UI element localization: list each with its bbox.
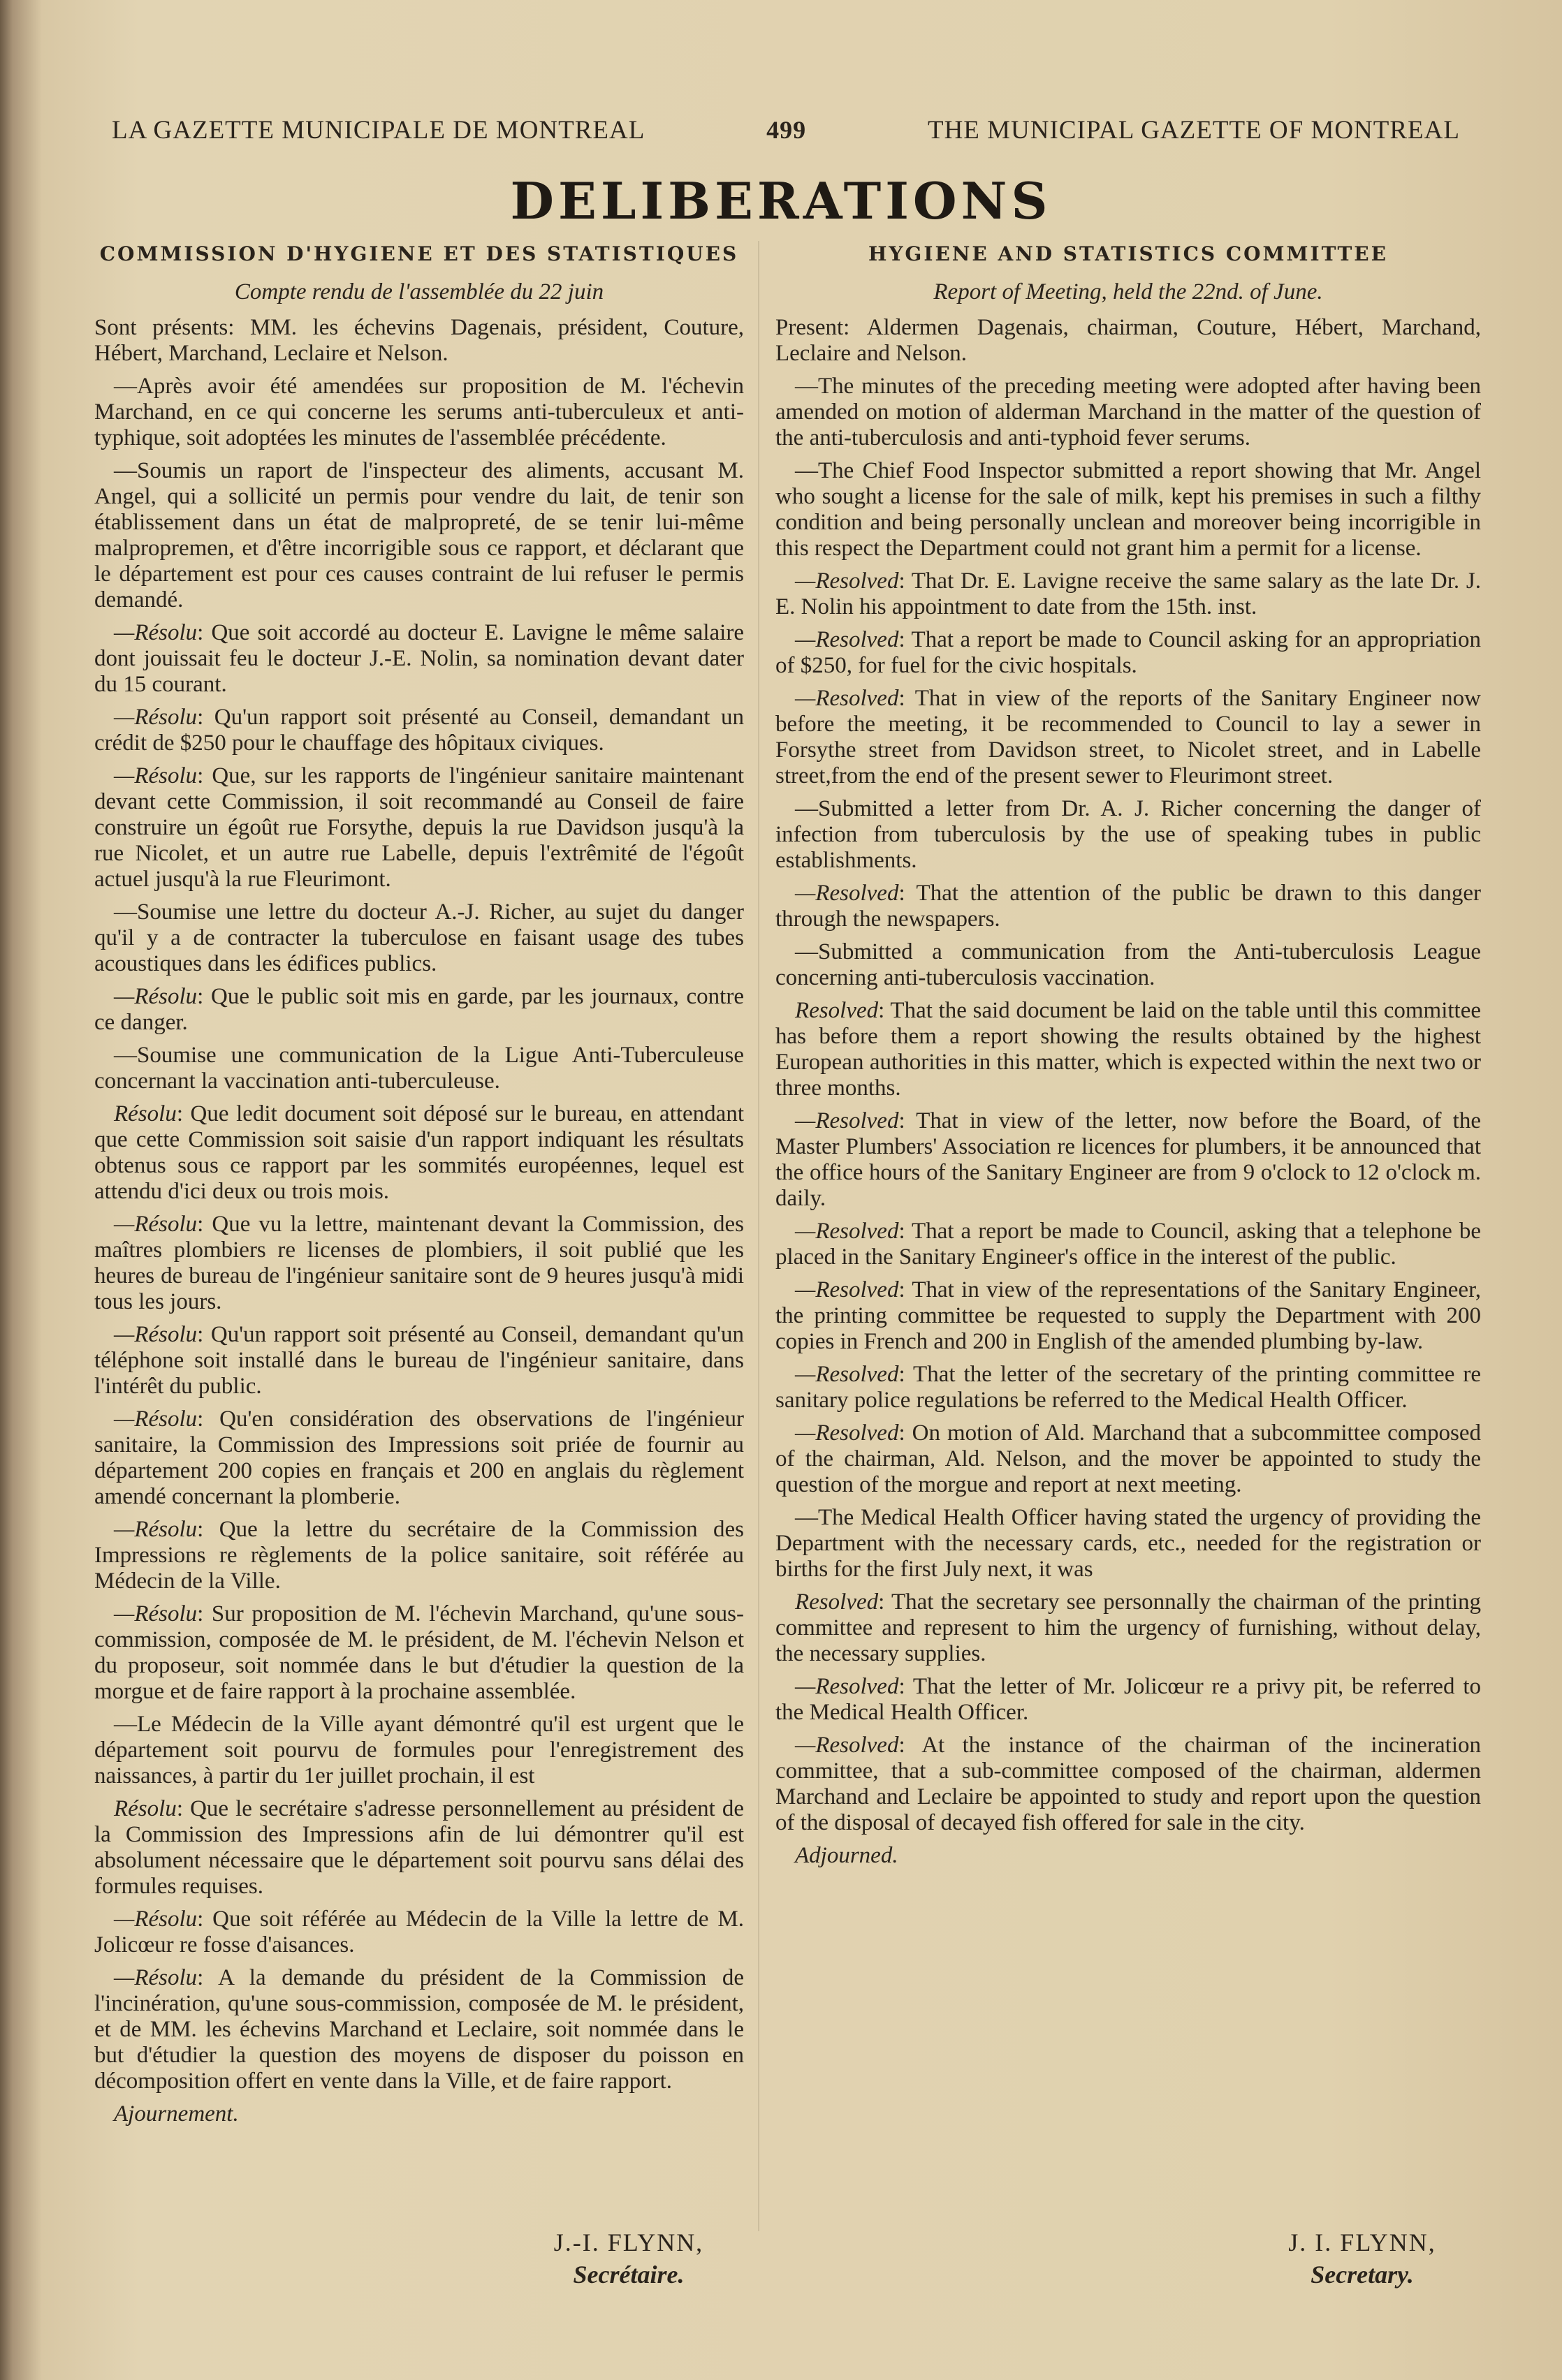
- resolution-lead: —Resolved: [795, 1108, 899, 1133]
- paragraph-text: : On motion of Ald. Marchand that a subcommittee composed of the chairman, Ald. Nelson, and the mover be appointed to study the question of the morgue and report at next meeting.: [775, 1420, 1481, 1497]
- paragraph-text: : Que vu la lettre, maintenant devant la Commission, des maîtres plombiers re licenses de plombiers, il soit publié que les heures de bureau de l'ingénieur sanitaire sont de 9 heures jusqu'à midi tous les jours.: [94, 1212, 744, 1314]
- minute-paragraph: [94, 374, 744, 451]
- minute-paragraph: [94, 763, 744, 892]
- paragraph-text: : That in view of the reports of the Sanitary Engineer now before the meeting, it be recommended to Council to lay a sewer in Forsythe street from Davidson street, to Nicolet street, and in Labelle street,from the end of the present sewer to Fleurimont street.: [775, 686, 1481, 788]
- minute-paragraph: [94, 705, 744, 756]
- english-signature-role: Secretary.: [1311, 2261, 1414, 2289]
- resolution-lead: —Résolu: [114, 705, 198, 730]
- resolution-lead: —Resolved: [795, 568, 899, 594]
- paragraph-text: : Que soit accordé au docteur E. Lavigne le même salaire dont jouissait feu le docteur J.-E. Nolin, sa nomination devant dater du 15 courant.: [94, 620, 744, 697]
- paragraph-text: : Qu'un rapport soit présenté au Conseil, demandant qu'un téléphone soit installé dans le bureau de l'ingénieur sanitaire, dans l'intérêt du public.: [94, 1322, 744, 1399]
- paragraph-text: : That the attention of the public be drawn to this danger through the newspapers.: [775, 881, 1481, 932]
- paragraph-text: —The Medical Health Officer having stated the urgency of providing the Department with the necessary cards, etc., needed for the registration or births for the first July next, it was: [775, 1505, 1481, 1582]
- minute-paragraph: [94, 1043, 744, 1094]
- resolution-lead: —Résolu: [114, 1601, 198, 1626]
- resolution-lead: —Resolved: [795, 881, 899, 906]
- resolution-lead: —Resolved: [795, 1219, 899, 1244]
- resolution-lead: —Resolved: [795, 1362, 899, 1387]
- running-head-french: LA GAZETTE MUNICIPALE DE MONTREAL: [112, 116, 645, 145]
- french-adjourned: Ajournement.: [114, 2101, 239, 2126]
- minute-paragraph: [775, 1108, 1481, 1212]
- minute-paragraph: [94, 1101, 744, 1205]
- resolution-lead: —Résolu: [114, 1517, 198, 1542]
- resolution-lead: —Résolu: [114, 1212, 198, 1237]
- paragraph-text: : That the letter of the secretary of the printing committee re sanitary police regulations be referred to the Medical Health Officer.: [775, 1362, 1481, 1413]
- minute-paragraph: [94, 1712, 744, 1789]
- paragraph-text: : Qu'en considération des observations de l'ingénieur sanitaire, la Commission des Impressions soit priée de fournir au département 200 copies en français et 200 en anglais du règlement amendé concernant la plomberie.: [94, 1406, 744, 1509]
- paragraph-text: : That the said document be laid on the table until this committee has before them a report showing the results obtained by the highest European authorities in this matter, which is expected within the next two or three months.: [775, 998, 1481, 1101]
- paragraph-text: : Que soit référée au Médecin de la Ville la lettre de M. Jolicœur re fosse d'aisances.: [94, 1907, 744, 1957]
- minute-paragraph: [94, 1406, 744, 1510]
- minute-paragraph: [775, 881, 1481, 932]
- resolution-lead: —Résolu: [114, 763, 198, 788]
- english-signature-name: J. I. FLYNN,: [1288, 2228, 1436, 2256]
- minute-paragraph: [94, 620, 744, 698]
- french-report-heading: Compte rendu de l'assemblée du 22 juin: [234, 279, 604, 304]
- paragraph-text: : That in view of the letter, now before the Board, of the Master Plumbers' Association re licences for plumbers, it be announced that the office hours of the Sanitary Engineer are from 9 o'clock to 12 o'clock m. daily.: [775, 1108, 1481, 1211]
- paragraph-text: —The minutes of the preceding meeting were adopted after having been amended on motion of alderman Marchand in the matter of the question of the anti-tuberculosis and anti-typhoid fever serums.: [775, 374, 1481, 450]
- minute-paragraph: [775, 1219, 1481, 1270]
- minute-paragraph: [775, 1277, 1481, 1355]
- minute-paragraph: [775, 1674, 1481, 1726]
- resolution-lead: —Résolu: [114, 1406, 198, 1432]
- paragraph-text: —The Chief Food Inspector submitted a report showing that Mr. Angel who sought a license for the sale of milk, kept his premises in such a filthy condition and being personally unclean and moreover being incorrigible in this respect the Department could not grant him a permit for a license.: [775, 458, 1481, 561]
- english-report-heading: Report of Meeting, held the 22nd. of June.: [933, 279, 1323, 304]
- english-paragraphs: [775, 374, 1481, 1836]
- paragraph-text: : Que le public soit mis en garde, par les journaux, contre ce danger.: [94, 984, 744, 1035]
- paragraph-text: —Submitted a letter from Dr. A. J. Richer concerning the danger of infection from tuberculosis by the use of speaking tubes in public establishments.: [775, 796, 1481, 873]
- paragraph-text: —Submitted a communication from the Anti-tuberculosis League concerning anti-tuberculosis vaccination.: [775, 939, 1481, 990]
- english-present: Present: Aldermen Dagenais, chairman, Couture, Hébert, Marchand, Leclaire and Nelson.: [775, 315, 1481, 366]
- paragraph-text: : Que, sur les rapports de l'ingénieur sanitaire maintenant devant cette Commission, il soit recommandé au Conseil de faire construire un égoût rue Forsythe, depuis la rue Davidson jusqu'à la rue Nicolet, et un autre rue Labelle, depuis l'extrêmité de l'égoût actuel jusqu'à la rue Fleurimont.: [94, 763, 744, 892]
- resolution-lead: Resolved: [795, 998, 879, 1023]
- resolution-lead: —Resolved: [795, 1420, 899, 1446]
- resolution-lead: —Résolu: [114, 1965, 198, 1990]
- resolution-lead: Resolved: [795, 1589, 879, 1615]
- minute-paragraph: [775, 374, 1481, 451]
- resolution-lead: —Résolu: [114, 1322, 198, 1347]
- minute-paragraph: [775, 998, 1481, 1101]
- paragraph-text: —Soumise une lettre du docteur A.-J. Richer, au sujet du danger qu'il y a de contracter la tuberculose en faisant usage des tubes acoustiques dans les édifices publics.: [94, 899, 744, 976]
- paragraph-text: : Que la lettre du secrétaire de la Commission des Impressions re règlements de la police sanitaire, soit référée au Médecin de la Ville.: [94, 1517, 744, 1594]
- resolution-lead: —Résolu: [114, 620, 198, 645]
- paragraph-text: —Soumis un raport de l'inspecteur des aliments, accusant M. Angel, qui a sollicité un permis pour vendre du lait, de tenir son établissement dans un état de malpropreté, de se tenir lui-même malpropremen, et d'être incorrigible sous ce rapport, et déclarant que le département est pour ces causes contraint de lui refuser le permis demandé.: [94, 458, 744, 612]
- minute-paragraph: [775, 1420, 1481, 1498]
- minute-paragraph: [94, 984, 744, 1036]
- paragraph-text: : That a report be made to Council asking for an appropriation of $250, for fuel for the civic hospitals.: [775, 627, 1481, 678]
- minute-paragraph: [775, 1505, 1481, 1582]
- minute-paragraph: [775, 1733, 1481, 1836]
- paragraph-text: : That a report be made to Council, asking that a telephone be placed in the Sanitary Engineer's office in the interest of the public.: [775, 1219, 1481, 1270]
- minute-paragraph: [775, 1589, 1481, 1667]
- minute-paragraph: [94, 1907, 744, 1958]
- french-section-title: COMMISSION D'HYGIENE ET DES STATISTIQUES: [99, 242, 739, 265]
- resolution-lead: —Resolved: [795, 1733, 899, 1758]
- paragraph-text: : Que le secrétaire s'adresse personnellement au président de la Commission des Impressions afin de lui démontrer qu'il est absolument nécessaire que le département soit pourvu sans délai des formules requises.: [94, 1796, 744, 1899]
- paragraph-text: : That Dr. E. Lavigne receive the same salary as the late Dr. J. E. Nolin his appointment to date from the 15th. inst.: [775, 568, 1481, 619]
- page-number: 499: [766, 116, 807, 144]
- minute-paragraph: [94, 1601, 744, 1705]
- resolution-lead: Résolu: [114, 1101, 177, 1126]
- french-signature-name: J.-I. FLYNN,: [553, 2228, 704, 2256]
- paragraph-text: : That the secretary see personnally the chairman of the printing committee and represent to him the urgency of furnishing, without delay, the necessary supplies.: [775, 1589, 1481, 1666]
- paragraph-text: : That in view of the representations of the Sanitary Engineer, the printing committee be requested to supply the Department with 200 copies in French and 200 in English of the amended plumbing by-law.: [775, 1277, 1481, 1354]
- minute-paragraph: [775, 627, 1481, 679]
- resolution-lead: —Resolved: [795, 1674, 899, 1699]
- paragraph-text: —Après avoir été amendées sur proposition de M. l'échevin Marchand, en ce qui concerne les serums anti-tuberculeux et anti-typhique, soit adoptées les minutes de l'assemblée précédente.: [94, 374, 744, 450]
- page-title: DELIBERATIONS: [510, 171, 1052, 230]
- paragraph-text: : A la demande du président de la Commission de l'incinération, qu'une sous-commission, composée de M. le président, et de MM. les échevins Marchand et Leclaire, soit nommée dans le but d'étudier la question des moyens de disposer du poisson en décomposition offert en vente dans la Ville, et de faire rapport.: [94, 1965, 744, 2094]
- running-head-english: THE MUNICIPAL GAZETTE OF MONTREAL: [927, 116, 1460, 145]
- resolution-lead: —Resolved: [795, 686, 899, 711]
- paragraph-text: : Que ledit document soit déposé sur le bureau, en attendant que cette Commission soit saisie d'un rapport indiquant les résultats obtenus sous ce rapport par les sommités européennes, lequel est attendu d'ici deux ou trois mois.: [94, 1101, 744, 1204]
- paragraph-text: —Le Médecin de la Ville ayant démontré qu'il est urgent que le département soit pourvu de formules pour l'enregistrement des naissances, à partir du 1er juillet prochain, il est: [94, 1712, 744, 1788]
- english-adjourned: Adjourned.: [795, 1843, 898, 1868]
- column-divider: [758, 241, 759, 2231]
- minute-paragraph: [775, 686, 1481, 789]
- french-signature-role: Secrétaire.: [573, 2261, 685, 2289]
- minute-paragraph: [775, 1362, 1481, 1413]
- english-column: [775, 241, 1481, 1876]
- minute-paragraph: [775, 796, 1481, 874]
- paragraph-text: : That the letter of Mr. Jolicœur re a privy pit, be referred to the Medical Health Officer.: [775, 1674, 1481, 1725]
- minute-paragraph: [94, 899, 744, 977]
- french-column: [94, 241, 744, 2134]
- paragraph-text: : Sur proposition de M. l'échevin Marchand, qu'une sous-commission, composée de M. le président, de M. l'échevin Nelson et du proposeur, soit nommée dans le but d'étudier la question de la morgue et de faire rapport à la prochaine assemblée.: [94, 1601, 744, 1704]
- french-present: Sont présents: MM. les échevins Dagenais, président, Couture, Hébert, Marchand, Leclaire et Nelson.: [94, 315, 744, 366]
- paragraph-text: : At the instance of the chairman of the incineration committee, that a sub-committee composed of the chairman, aldermen Marchand and Leclaire be appointed to study and report upon the question of the disposal of decayed fish offered for sale in the city.: [775, 1733, 1481, 1835]
- running-head: [112, 115, 1460, 145]
- minute-paragraph: [94, 1212, 744, 1315]
- resolution-lead: —Resolved: [795, 1277, 899, 1302]
- resolution-lead: Résolu: [114, 1796, 177, 1821]
- minute-paragraph: [775, 568, 1481, 620]
- minute-paragraph: [775, 458, 1481, 561]
- minute-paragraph: [94, 1965, 744, 2094]
- minute-paragraph: [94, 458, 744, 613]
- french-paragraphs: [94, 374, 744, 2094]
- resolution-lead: —Resolved: [795, 627, 899, 652]
- english-signature: [1229, 2228, 1495, 2289]
- english-section-title: HYGIENE AND STATISTICS COMMITTEE: [868, 242, 1388, 265]
- paragraph-text: —Soumise une communication de la Ligue Anti-Tuberculeuse concernant la vaccination anti-tuberculeuse.: [94, 1043, 744, 1094]
- french-signature: [503, 2228, 754, 2289]
- minute-paragraph: [775, 939, 1481, 991]
- paragraph-text: : Qu'un rapport soit présenté au Conseil, demandant un crédit de $250 pour le chauffage des hôpitaux civiques.: [94, 705, 744, 756]
- minute-paragraph: [94, 1796, 744, 1900]
- resolution-lead: —Résolu: [114, 1907, 198, 1932]
- minute-paragraph: [94, 1322, 744, 1400]
- minute-paragraph: [94, 1517, 744, 1594]
- resolution-lead: —Résolu: [114, 984, 198, 1009]
